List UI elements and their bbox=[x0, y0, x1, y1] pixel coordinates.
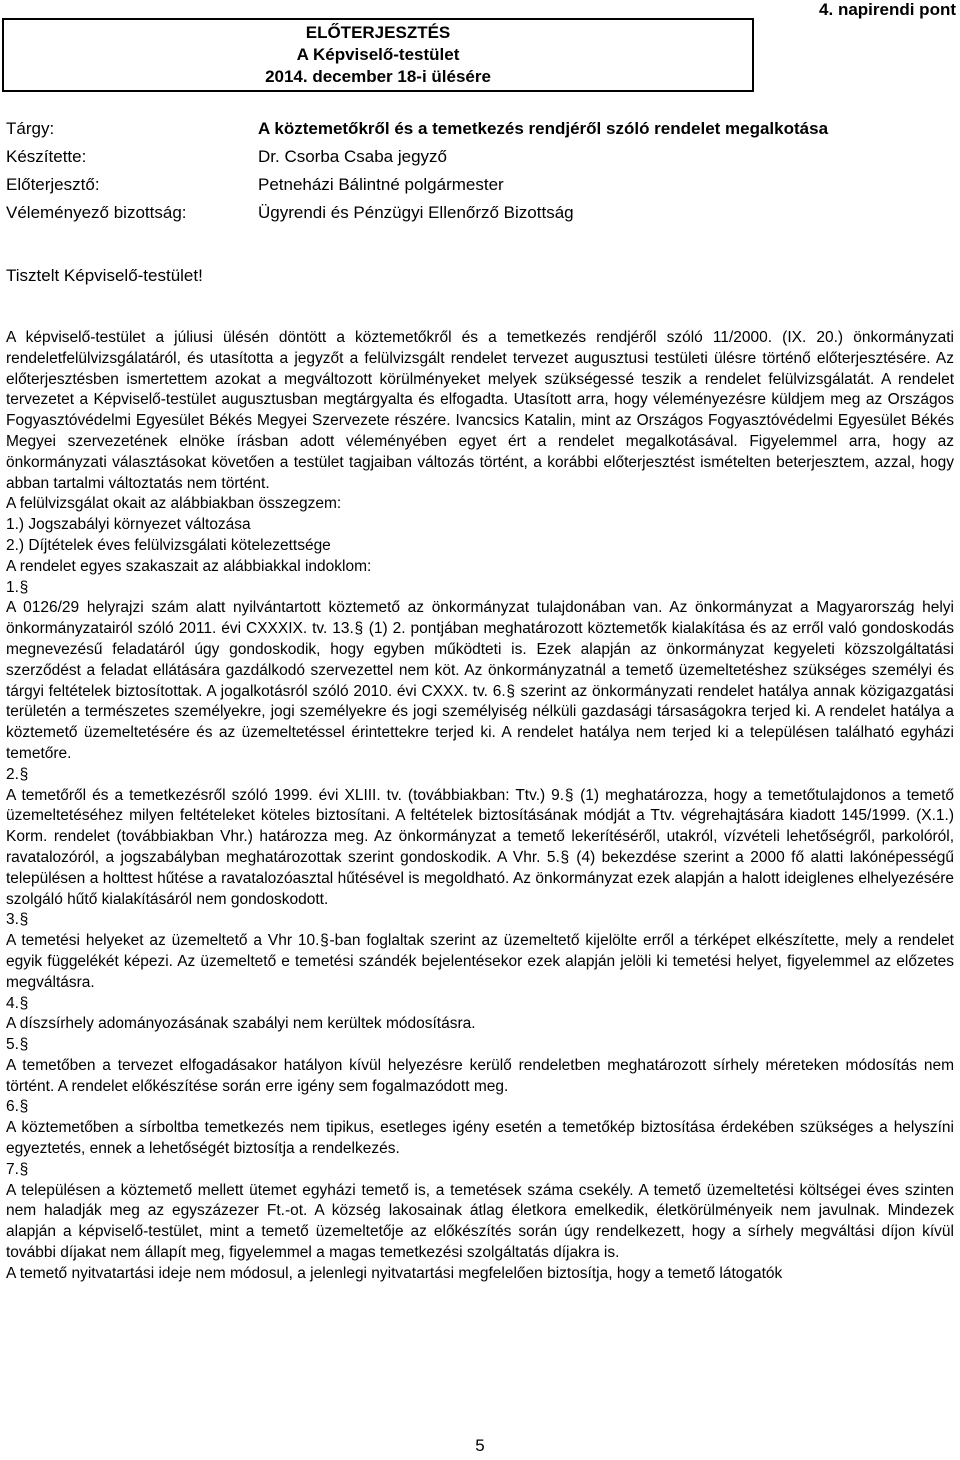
summary-heading: A felülvizsgálat okait az alábbiakban összegzem: bbox=[6, 495, 342, 513]
justification-heading: A rendelet egyes szakaszait az alábbiakkal indoklom: bbox=[6, 557, 372, 575]
document-subtitle: A Képviselő-testület bbox=[296, 45, 460, 64]
page-number: 5 bbox=[475, 1436, 485, 1455]
section-sign: § bbox=[506, 682, 515, 700]
section-text: A településen a köztemető mellett ütemet egyházi temető is, a temetések száma csekély. A temető üzemeltetési költségei éves szinten nem haladják meg az egyszázezer Ft.-ot. A község lakosainak átlag életkora emelkedik, életkörülményeik nem javulnak. Mindezek alapján a képviselő-testület, mint a temető üzemeltetője az előkészítés során úgy rendelkezett, hogy a sírhely megváltási díjon kívül további díjakat nem állapít meg, figyelemmel a magas temetkezési szolgáltatás díjakra is. bbox=[6, 1181, 954, 1262]
document-body bbox=[6, 328, 954, 1285]
meeting-date: 2014. december 18-i ülésére bbox=[265, 67, 491, 86]
section-number: 2.§ bbox=[6, 765, 954, 786]
section-number: 1.§ bbox=[6, 578, 954, 599]
section-sign: § bbox=[19, 994, 29, 1012]
meta-value: Ügyrendi és Pénzügyi Ellenőrző Bizottság bbox=[258, 203, 574, 222]
reason-item: 2.) Díjtételek éves felülvizsgálati kötelezettsége bbox=[6, 536, 331, 554]
section-sign: § bbox=[320, 932, 329, 950]
section-sign: § bbox=[19, 765, 29, 783]
meta-label: Véleményező bizottság: bbox=[6, 203, 187, 222]
section-sign: § bbox=[19, 1160, 29, 1178]
section-number: 7.§ bbox=[6, 1160, 954, 1181]
meta-label: Tárgy: bbox=[6, 119, 55, 138]
meta-value: A köztemetőkről és a temetkezés rendjéről szóló rendelet megalkotása bbox=[258, 119, 829, 138]
meta-label: Előterjesztő: bbox=[6, 175, 100, 194]
section-number: 4.§ bbox=[6, 994, 954, 1015]
reason-item: 1.) Jogszabályi környezet változása bbox=[6, 516, 251, 534]
section-text: A 0126/29 helyrajzi szám alatt nyilvántartott köztemető az önkormányzat tulajdonában van. Az önkormányzat a Magyarország helyi önkormányzatairól szóló 2011. évi CXXXIX. tv. 13.§ (1) 2. pontjában meghatározott köztemetők kialakítása és az erről való gondoskodás megnevezésű feladatáról úgy gondoskodik, hogy egyben működteti is. Ezek alapján az önkormányzat kegyeleti közszolgáltatási szerződést a feladat ellátására gazdálkodó szervezettel nem köt. Az önkormányzatnál a temető üzemeltetéshez szükséges személyi és tárgyi feltételek biztosítottak. A jogalkotásról szóló 2010. évi CXXX. tv. 6.§ szerint az önkormányzati rendelet hatálya annak közigazgatási területén a természetes személyekre, jogi személyekre és jogi személyiség nélküli gazdasági társaságokra terjed ki. A rendelet hatálya a köztemető üzemeltetésére és az üzemeltetéssel érintettekre terjed ki. A rendelet hatálya nem terjed ki a településen található egyházi temetőre. bbox=[6, 599, 954, 762]
document-title: ELŐTERJESZTÉS bbox=[305, 23, 451, 42]
section-text: A köztemetőben a sírboltba temetkezés nem tipikus, esetleges igény esetén a temetőkép biztosítása érdekében szükséges a helyszíni egyeztetés, ennek a lehetőségét biztosítja a rendelkezés. bbox=[6, 1119, 954, 1158]
section-sign: § bbox=[564, 786, 574, 804]
section-text: A díszsírhely adományozásának szabályi nem kerültek módosításra. bbox=[6, 1015, 476, 1033]
section-sign: § bbox=[19, 911, 29, 929]
section-text: A temetési helyeket az üzemeltető a Vhr 10.§-ban foglaltak szerint az üzemeltető kijelölte erről a térképet elkészítette, mely a rendelet egyik függelékét képezi. Az üzemeltető e temetési szándék bejelentésekor ezek alapján jelöli ki temetési helyet, figyelemmel az előzetes megváltásra. bbox=[6, 932, 954, 991]
agenda-item-label: 4. napirendi pont bbox=[819, 0, 956, 19]
intro-paragraph: A képviselő-testület a júliusi ülésén döntött a köztemetőkről és a temetkezés rendjéről szóló 11/2000. (IX. 20.) önkormányzati rendeletfelülvizsgálatáról, és utasította a jegyzőt a felülvizsgált rendelet tervezet augusztusi testületi ülésre történő előterjesztésére. Az előterjesztésben ismertettem azokat a megváltozott körülményeket melyek szükségessé teszik a rendelet felülvizsgálatát. A rendelet tervezetet a Képviselő-testület augusztusban megtárgyalta és elfogadta. Utasított arra, hogy véleményezésre küldjem meg az Országos Fogyasztóvédelmi Egyesület Békés Megyei Szervezete részére. Ivancsics Katalin, mint az Országos Fogyasztóvédelmi Egyesület Békés Megyei szervezetének elnöke írásban adott véleményében egyet ért a rendelet megalkotásával. Figyelemmel arra, hogy az önkormányzati választásokat követően a testület tagjaiban változás történt, a korábbi előterjesztést ismételten beterjesztem, azzal, hogy abban tartalmi változtatás nem történt. bbox=[6, 329, 954, 492]
section-sign: § bbox=[19, 1098, 29, 1116]
meta-value: Petneházi Bálintné polgármester bbox=[258, 175, 504, 194]
document-header-box bbox=[2, 18, 754, 92]
section-sign: § bbox=[19, 578, 29, 596]
section-text: A temetőről és a temetkezésről szóló 1999. évi XLIII. tv. (továbbiakban: Ttv.) 9.§ (1) meghatározza, hogy a temetőtulajdonos a temető üzemeltetéséhez milyen feltételeket köteles biztosítani. A feltételek biztosításának módját a Ttv. végrehajtására kiadott 145/1999. (X.1.) Korm. rendelet (továbbiakban Vhr.) határozza meg. Az önkormányzat a temető lekerítéséről, utakról, vízvételi lehetőségről, parkolóról, ravatalozóról, a jogszabályban meghatározottak szerint gondoskodik. A Vhr. 5.§ (4) bekezdése szerint a 2000 fő alatti lakónépességű településen a holttest hűtése a ravatalozóasztal hűtésével is megoldható. Az önkormányzat ezek alapján a halott ideiglenes elhelyezésére szolgáló hűtő kialakításáról nem gondoskodott. bbox=[6, 786, 954, 908]
section-number: 6.§ bbox=[6, 1097, 954, 1118]
section-number: 3.§ bbox=[6, 910, 954, 931]
greeting: Tisztelt Képviselő-testület! bbox=[6, 266, 203, 285]
section-text: A temetőben a tervezet elfogadásakor hatályon kívül helyezésre kerülő rendeletben meghatározott sírhely méreteken módosítás nem történt. A rendelet előkészítése során erre igény sem fogalmazódott meg. bbox=[6, 1056, 954, 1095]
section-number: 5.§ bbox=[6, 1035, 954, 1056]
section-sign: § bbox=[560, 848, 570, 866]
section-sign: § bbox=[19, 1036, 29, 1054]
final-line: A temető nyitvatartási ideje nem módosul, a jelenlegi nyitvatartási megfelelően biztosítja, hogy a temető látogatók bbox=[6, 1264, 783, 1282]
meta-value: Dr. Csorba Csaba jegyző bbox=[258, 147, 447, 166]
section-sign: § bbox=[354, 620, 364, 638]
meta-label: Készítette: bbox=[6, 147, 87, 166]
